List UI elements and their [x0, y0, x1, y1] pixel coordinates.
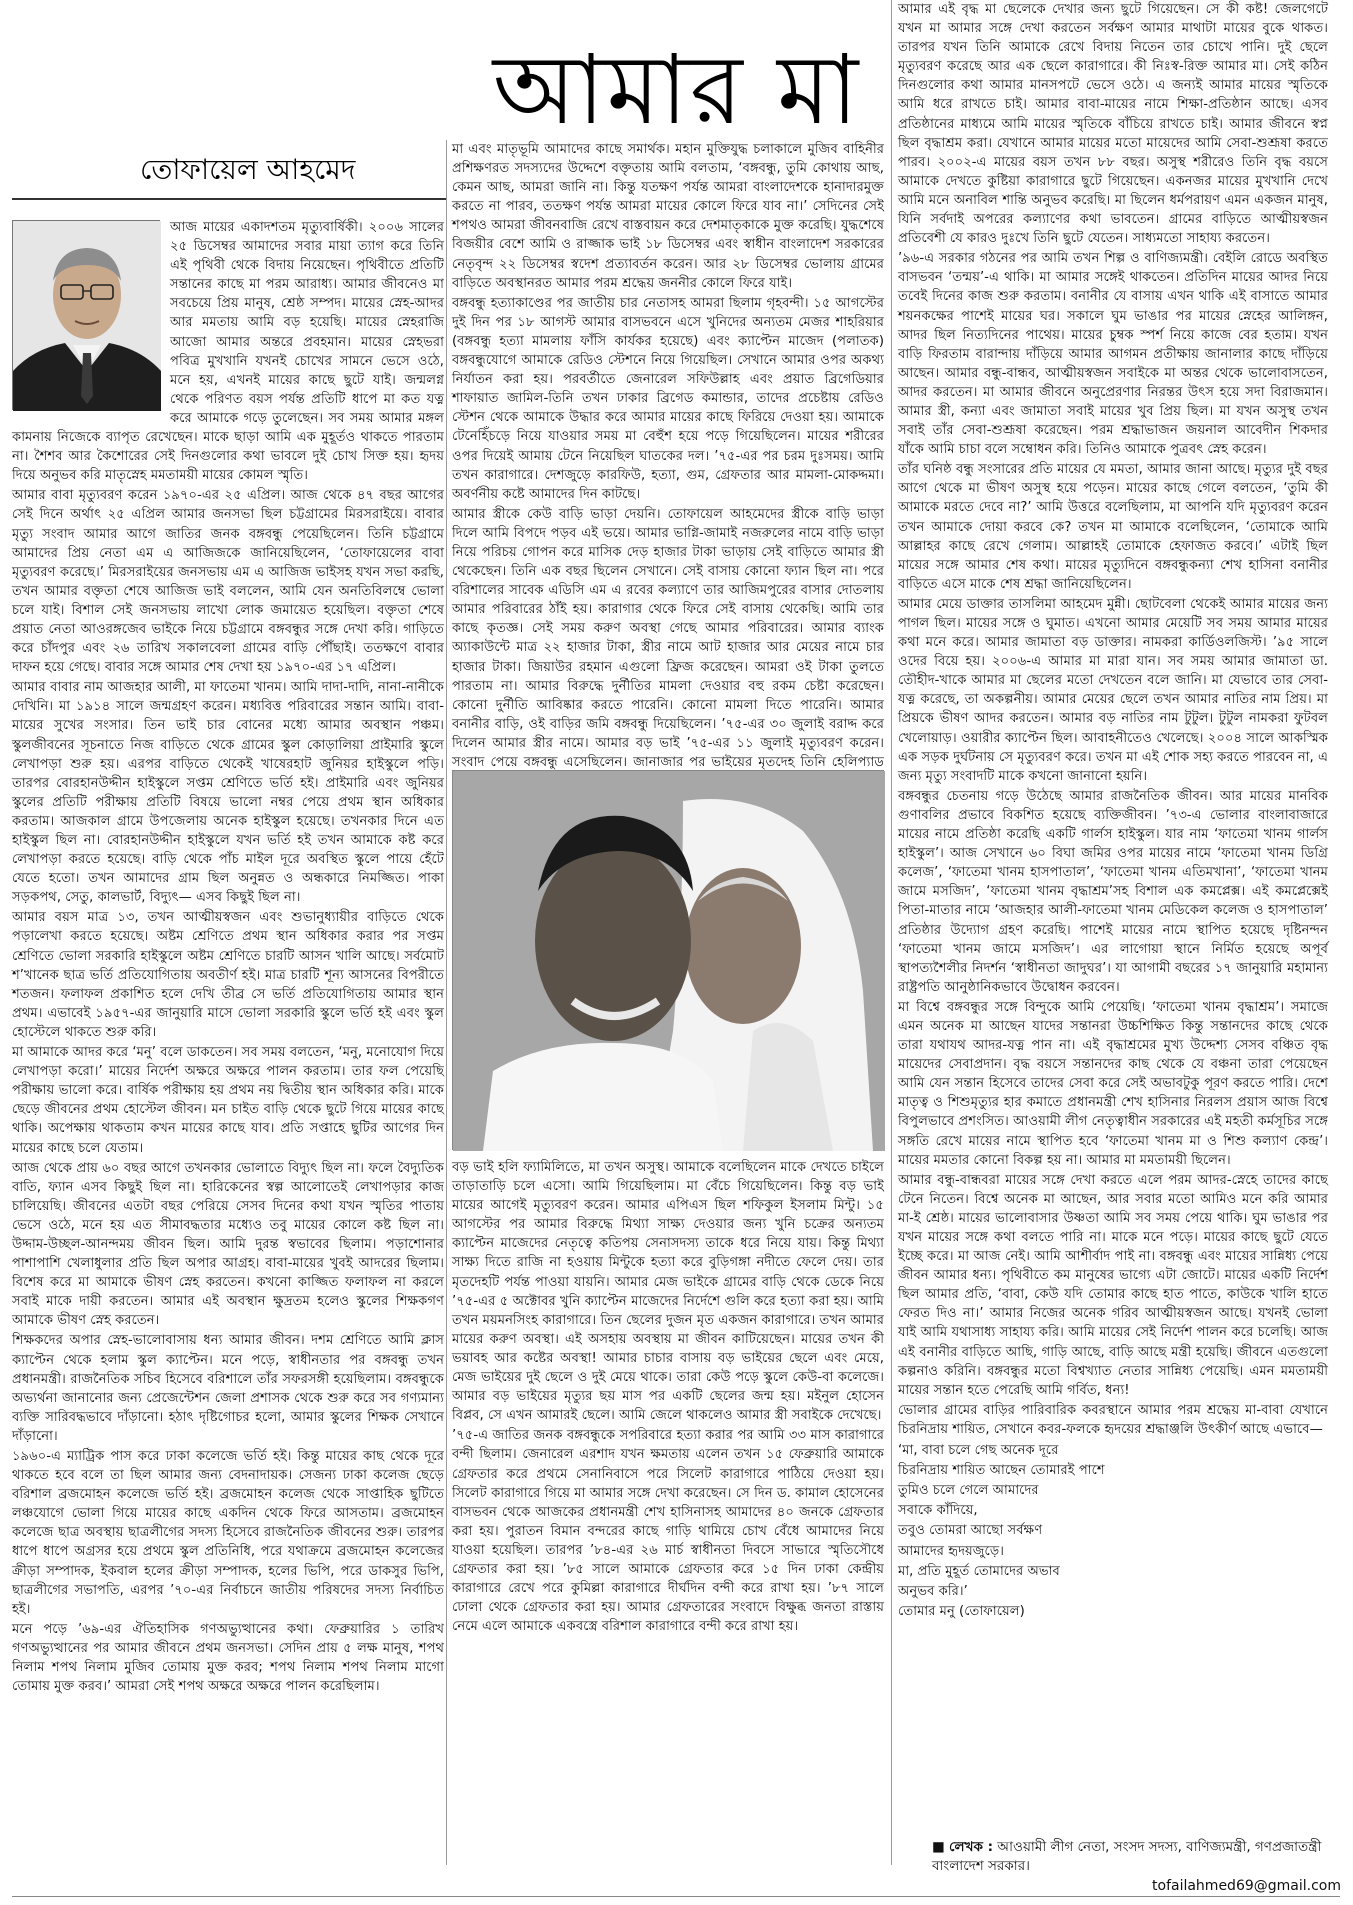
poem-line: আমাদের হৃদয়জুড়ে।: [898, 1543, 1004, 1559]
column-three: [898, 0, 1328, 1831]
author-note-label: লেখক :: [949, 1839, 993, 1855]
article-paragraph: ভোলার গ্রামের বাড়ির পারিবারিক কবরস্থানে আমার পরম শ্রদ্ধেয় মা-বাবা যেখানে চিরনিদ্রায় শায়িত, সেখানে কবর-ফলকে হৃদয়ের শ্রদ্ধাঞ্জলি উৎকীর্ণ আছে এভাবে—: [898, 1402, 1328, 1437]
poem-line: সবাকে কাঁদিয়ে,: [898, 1503, 978, 1519]
poem-line: তবুও তোমরা আছো সর্বক্ষণ: [898, 1523, 1043, 1539]
column-one-body: [12, 218, 444, 1696]
article-paragraph: বঙ্গবন্ধু হত্যাকাণ্ডের পর জাতীয় চার নেতাসহ আমরা ছিলাম গৃহবন্দী। ১৫ আগস্টের দুই দিন পর ১৮ আগস্ট আমার বাসভবনে এসে খুনিদের অন্যতম মেজর শাহরিয়ার (বঙ্গবন্ধু হত্যা মামলায় ফাঁসি কার্যকর হয়েছে) এবং ক্যাপ্টেন মাজেদ (পলাতক) বঙ্গবন্ধুযোগে আমাকে রেডিও স্টেশনে নিয়ে গিয়েছিল। সেখানে আমার ওপর অকথ্য নির্যাতন করা হয়। পরবর্তীতে জেনারেল সফিউল্লাহ এবং প্রয়াত ব্রিগেডিয়ার শাফায়াত জামিল-তিনি তখন ঢাকার ব্রিগেড কমান্ডার, তাদের প্রচেষ্টায় রেডিও স্টেশন থেকে আমাকে উদ্ধার করে আমার মায়ের কাছে ফিরিয়ে দেওয়া হয়। আমাকে টেনেহিঁচড়ে নিয়ে যাওয়ার সময় মা বেহুঁশ হয়ে পড়ে গিয়েছিলেন। মায়ের শরীরের ওপর দিয়েই আমায় টেনে নিয়েছিল ঘাতকের দল। ’৭৫-এর পর চরম দুঃসময়। আমি তখন কারাগারে। দেশজুড়ে কারফিউ, হত্যা, গুম, গ্রেফতার আর মামলা-মোকদ্দমা। অবর্ণনীয় কষ্টে আমাদের দিন কাটছে।: [452, 295, 884, 502]
poem-line: চিরনিদ্রায় শায়িত আছেন তোমারই পাশে: [898, 1463, 1105, 1479]
article-paragraph: মা আমাকে আদর করে ‘মনু’ বলে ডাকতেন। সব সময় বলতেন, ‘মনু, মনোযোগ দিয়ে লেখাপড়া করো।’ মায়ের নির্দেশ অক্ষরে অক্ষরে পালন করতাম। তার ফল পেয়েছি পরীক্ষায় ভালো করে। বার্ষিক পরীক্ষায় হয় প্রথম নয় দ্বিতীয় স্থান অধিকার করি। মাকে ছেড়ে জীবনের প্রথম হোস্টেল জীবন। মন চাইত বাড়ি থেকে ছুটে গিয়ে মায়ের কাছে থাকি। অপেক্ষায় থাকতাম কখন মায়ের কাছে যাব। প্রতি সপ্তাহে ছুটির আগের দিন মায়ের কাছে চলে যেতাম।: [12, 1045, 444, 1156]
byline: তোফায়েল আহমেদ: [140, 153, 356, 186]
article-paragraph: মা এবং মাতৃভূমি আমাদের কাছে সমার্থক। মহান মুক্তিযুদ্ধ চলাকালে মুজিব বাহিনীর প্রশিক্ষণরত সদস্যদের উদ্দেশে বক্তৃতায় আমি বলতাম, ‘বঙ্গবন্ধু, তুমি কোথায় আছ, কেমন আছ, আমরা জানি না। কিন্তু যতক্ষণ পর্যন্ত আমরা বাংলাদেশকে হানাদারমুক্ত করতে না পারব, ততক্ষণ পর্যন্ত আমরা মায়ের কোলে ফিরে যাব না।’ সেদিনের সেই শপথও আমরা জীবনবাজি রেখে বাস্তবায়ন করে দেশমাতৃকাকে মুক্ত করেছি। যুদ্ধশেষে বিজয়ীর বেশে আমি ও রাজ্জাক ভাই ১৮ ডিসেম্বর এবং স্বাধীন বাংলাদেশ সরকারের নেতৃবৃন্দ ২২ ডিসেম্বর স্বদেশ প্রত্যাবর্তন করেন। আর ২৮ ডিসেম্বর ভোলায় গ্রামের বাড়িতে অবস্থানরত আমার পরম শ্রদ্ধেয় জননীর কোলে ফিরে যাই।: [452, 142, 884, 291]
article-paragraph: ’৯৬-এ সরকার গঠনের পর আমি তখন শিল্প ও বাণিজ্যমন্ত্রী। বেইলি রোডে অবস্থিত বাসভবন ‘তন্ময়’-এ থাকি। মা আমার সঙ্গেই থাকতেন। প্রতিদিন মায়ের আদর নিয়ে তবেই দিনের কাজ শুরু করতাম। বনানীর যে বাসায় এখন থাকি এই বাসাতে আমার শয়নকক্ষের পাশেই মায়ের ঘর। সকালে ঘুম ভাঙার পর মায়ের স্নেহের আলিঙ্গন, আদর ছিল নিত্যদিনের পাথেয়। মায়ের চুম্বক স্পর্শ নিয়ে কাজে বের হতাম। যখন বাড়ি ফিরতাম বারান্দায় দাঁড়িয়ে আমার আগমন প্রতীক্ষায় জানালার কাছে দাঁড়িয়ে আছেন। আমার বন্ধু-বান্ধব, আত্মীয়স্বজন সবাইকে মা অন্তর থেকে ভালোবাসতেন, আদর করতেন। মা আমার জীবনে অনুপ্রেরণার নিরন্তর উৎস হয়ে সদা বিরাজমান। আমার স্ত্রী, কন্যা এবং জামাতা সবাই মায়ের খুব প্রিয় ছিল। মা যখন অসুস্থ তখন সবাই তাঁর সেবা-শুশ্রূষা করেছেন। পরম শ্রদ্ধাভাজন জয়নাল আবেদীন শিকদার যাঁকে আমি চাচা বলে সম্বোধন করি। তিনিও আমাকে পুত্রবৎ স্নেহ করেন।: [898, 251, 1328, 458]
closing-poem: [898, 1441, 1328, 1621]
author-portrait: [12, 220, 160, 410]
article-paragraph: শিক্ষকদের অপার স্নেহ-ভালোবাসায় ধন্য আমার জীবন। দশম শ্রেণিতে আমি ক্লাস ক্যাপ্টেন থেকে হলাম স্কুল ক্যাপ্টেন। মনে পড়ে, স্বাধীনতার পর বঙ্গবন্ধু তখন প্রধানমন্ত্রী। রাজনৈতিক সচিব হিসেবে বরিশালে তাঁর সফরসঙ্গী হয়েছিলাম। বঙ্গবন্ধুকে অভ্যর্থনা জানানোর জন্য প্রেজেন্টেশন জেলা প্রশাসক থেকে শুরু করে সব গণ্যমান্য ব্যক্তি সারিবদ্ধভাবে দাঁড়ানো। হঠাৎ দৃষ্টিগোচর হলো, আমার স্কুলের শিক্ষক সেখানে দাঁড়ানো।: [12, 1333, 444, 1444]
article-paragraph: মনে পড়ে ’৬৯-এর ঐতিহাসিক গণঅভ্যুত্থানের কথা। ফেব্রুয়ারির ১ তারিখ গণঅভ্যুত্থানের পর আমার জীবনে প্রথম জনসভা। সেদিন প্রায় ৫ লক্ষ মানুষ, শপথ নিলাম শপথ নিলাম মুজিব তোমায় মুক্ত করব; শপথ নিলাম শপথ নিলাম মাগো তোমায় মুক্ত করব।’ আমরা সেই শপথ অক্ষরে অক্ষরে পালন করেছিলাম।: [12, 1621, 444, 1695]
article-paragraph: আজ থেকে প্রায় ৬০ বছর আগে তখনকার ভোলাতে বিদ্যুৎ ছিল না। ফলে বৈদ্যুতিক বাতি, ফ্যান এসব কিছুই ছিল না। হারিকেনের স্বল্প আলোতেই লেখাপড়ার কাজ চালিয়েছি। জীবনের এতটা বছর পেরিয়ে সেসব দিনের কথা যখন স্মৃতির পাতায় ভেসে ওঠে, মনে হয় এত সীমাবদ্ধতার মধ্যেও তবু মায়ের কোলে কষ্ট ছিল না। উদ্দাম-উচ্ছল-আনন্দময় জীবন ছিল। আমি দুরন্ত স্বভাবের ছিলাম। পড়াশোনার পাশাপাশি খেলাধুলার প্রতি ছিল অপার আগ্রহ। বাবা-মায়ের খুবই আদরের ছিলাম। বিশেষ করে মা আমাকে ভীষণ স্নেহ করতেন। কখনো কাজ্জিত ফলাফল না করলে সবাই মাকে দায়ী করতেন। আমার এই অবস্থান ক্ষুদ্রতম হলেও স্কুলের শিক্ষকগণ আমাকে ভীষণ স্নেহ করতেন।: [12, 1160, 444, 1329]
author-note-bullet: ■: [932, 1839, 950, 1855]
article-paragraph: আমার বয়স মাত্র ১৩, তখন আত্মীয়স্বজন এবং শুভানুধ্যায়ীর বাড়িতে থেকে পড়ালেখা করতে হয়েছে। অষ্টম শ্রেণিতে প্রথম স্থান অধিকার করার পর সপ্তম শ্রেণিতে ভোলা সরকারি হাইস্কুলে অষ্টম শ্রেণিতে চারটি আসন খালি আছে। সর্বমোট শ’খানেক ছাত্র ভর্তি প্রতিযোগিতায় অবতীর্ণ হই। মাত্র চারটি শূন্য আসনের বিপরীতে শতজন। ফলাফল প্রকাশিত হলে দেখি তীব্র সে ভর্তি প্রতিযোগিতায় আমার স্থান প্রথম। এভাবেই ১৯৫৭-এর জানুয়ারি মাসে ভোলা সরকারি স্কুলে ভর্তি হই এবং স্কুল হোস্টেলে থাকতে শুরু করি।: [12, 910, 444, 1040]
column-divider: [891, 0, 892, 1865]
article-paragraph: আমার বাবার নাম আজহার আলী, মা ফাতেমা খানম। আমি দাদা-দাদি, নানা-নানীকে দেখিনি। মা ১৯১৪ সালে জন্মগ্রহণ করেন। মধ্যবিত্ত পরিবারের সন্তান আমি। বাবা-মায়ের সুখের সংসার। তিন ভাই চার বোনের মধ্যে আমার অবস্থান পঞ্চম। স্কুলজীবনের সূচনাতে নিজ বাড়িতে থেকে গ্রামের স্কুল কোড়ালিয়া প্রাইমারি স্কুলে লেখাপড়া শুরু হয়। এরপর বাড়িতে থেকেই খাষেরহাট জুনিয়র হাইস্কুলে পড়ি। তারপর বোরহানউদ্দীন হাইস্কুলে সপ্তম শ্রেণিতে ভর্তি হই। প্রাইমারি এবং জুনিয়র স্কুলের প্রতিটি পরীক্ষায় প্রতিটি বিষয়ে ভালো নম্বর পেয়ে প্রথম স্থান অধিকার করতাম। আজকাল গ্রামে উপজেলায় অনেক হাইস্কুল হয়েছে। তখনকার দিনে এত হাইস্কুল ছিল না। বোরহানউদ্দীন হাইস্কুলে যখন ভর্তি হই তখন আমাকে কষ্ট করে লেখাপড়া করতে হয়েছে। বাড়ি থেকে পাঁচ মাইল দূরে অবস্থিত স্কুলে পায়ে হেঁটে যেতে হতো। তখন আমাদের গ্রাম ছিল অনুন্নত ও অন্ধকারে নিমজ্জিত। পাকা সড়কপথ, সেতু, কালভার্ট, বিদ্যুৎ— এসব কিছুই ছিল না।: [12, 680, 444, 906]
author-email: tofailahmed69@gmail.com: [1152, 1878, 1341, 1894]
article-paragraph: আমার এই বৃদ্ধ মা ছেলেকে দেখার জন্য ছুটে গিয়েছেন। সে কী কষ্ট! জেলগেটে যখন মা আমার সঙ্গে দেখা করতেন সর্বক্ষণ আমার মাথাটা মায়ের বুকে থাকত। তারপর যখন তিনি আমাকে রেখে বিদায় নিতেন তার চোখে পানি। দুই ছেলে মৃত্যুবরণ করেছে আর এক ছেলে কারাগারে। কী নিঃস্ব-রিক্ত আমার মা। সেই কঠিন দিনগুলোর কথা আমার মানসপটে ভেসে ওঠে। এ জন্যই আমার মায়ের স্মৃতিকে আমি ধরে রাখতে চাই। আমার বাবা-মায়ের নামে শিক্ষা-প্রতিষ্ঠান আছে। এসব প্রতিষ্ঠানের মাধ্যমে আমি মায়ের স্মৃতিকে বাঁচিয়ে রাখতে চাই। আমার জীবনে স্বপ্ন ছিল বৃদ্ধাশ্রম করা। যেখানে আমার মায়ের মতো মায়েদের আমি সেবা-শুশ্রূষা করতে পারব। ২০০২-এ মায়ের বয়স তখন ৮৮ বছর। অসুস্থ শরীরেও তিনি বৃদ্ধ বয়সে আমাকে দেখতে কুষ্টিয়া কারাগারে ছুটে গিয়েছেন। একনজর মায়ের মুখখানি দেখে আমি মনে অনাবিল শান্তি অনুভব করেছি। মা ছিলেন ধর্মপরায়ণ এমন একজন মানুষ, যিনি সর্বদাই অপরের কল্যাণের কথা ভাবতেন। গ্রামের বাড়িতে আত্মীয়স্বজন প্রতিবেশী যে কারও দুঃখে তিনি ছুটে যেতেন। সাধ্যমতো সাহায্য করতেন।: [898, 2, 1328, 247]
column-three-body: [898, 0, 1328, 1439]
author-note-text: আওয়ামী লীগ নেতা, সংসদ সদস্য, বাণিজ্যমন্ত্রী, গণপ্রজাতন্ত্রী বাংলাদেশ সরকার।: [932, 1839, 1322, 1874]
article-paragraph: আজ মায়ের একাদশতম মৃত্যুবার্ষিকী। ২০০৬ সালের ২৫ ডিসেম্বর আমাদের সবার মায়া ত্যাগ করে তিনি এই পৃথিবী থেকে বিদায় নিয়েছেন। পৃথিবীতে প্রতিটি সন্তানের কাছে মা পরম আরাধ্য। আমার জীবনেও মা সবচেয়ে প্রিয় মানুষ, শ্রেষ্ঠ সম্পদ। মায়ের স্নেহ-আদর আর মমতায় আমি বড় হয়েছি। মায়ের স্নেহরাজি আজো আমার অন্তরে প্রবহমান। মায়ের স্নেহভরা পবিত্র মুখখানি যখনই চোখের সামনে ভেসে ওঠে, মনে হয়, এখনই মায়ের কাছে ছুটে যাই। জন্মলগ্ন থেকে পরিণত বয়স পর্যন্ত প্রতিটি ধাপে মা কত যত্ন করে আমাকে গড়ে তুলেছেন। সব সময় আমার মঙ্গল কামনায় নিজেকে ব্যাপৃত রেখেছেন। মাকে ছাড়া আমি এক মুহূর্তও থাকতে পারতাম না। শৈশব আর কৈশোরের সেই দিনগুলোর কথা ভাবলে দুই চোখ সিক্ত হয়। হৃদয় দিয়ে অনুভব করি মাতৃস্নেহ মমতাময়ী মায়ের কোমল স্মৃতি।: [12, 220, 444, 484]
byline-rule: [12, 198, 447, 200]
article-paragraph: বঙ্গবন্ধুর চেতনায় গড়ে উঠেছে আমার রাজনৈতিক জীবন। আর মায়ের মানবিক গুণাবলির প্রভাবে বিকশিত হয়েছে ব্যক্তিজীবন। ’৭৩-এ ভোলার বাংলাবাজারে মায়ের নামে প্রতিষ্ঠা করেছি একটি গার্লস হাইস্কুল। যার নাম ‘ফাতেমা খানম গার্লস হাইস্কুল’। আজ সেখানে ৬০ বিঘা জমির ওপর মায়ের নামে ‘ফাতেমা খানম ডিগ্রি কলেজ’, ‘ফাতেমা খানম হাসপাতাল’, ‘ফাতেমা খানম এতিমখানা’, ‘ফাতেমা খানম জামে মসজিদ’, ‘ফাতেমা খানম বৃদ্ধাশ্রম’সহ বিশাল এক কমপ্লেক্স। এই কমপ্লেক্সেই পিতা-মাতার নামে ‘আজহার আলী-ফাতেমা খানম মেডিকেল কলেজ ও হাসপাতাল’ প্রতিষ্ঠার উদ্যোগ গ্রহণ করেছি। পাশেই মায়ের নামে স্থাপিত হয়েছে দৃষ্টিনন্দন ‘ফাতেমা খানম জামে মসজিদ’। এর লাগোয়া স্থানে নির্মিত হয়েছে অপূর্ব স্থাপত্যশৈলীর নিদর্শন ‘স্বাধীনতা জাদুঘর’। যা আগামী বছরের ১৭ জানুয়ারি মহামান্য রাষ্ট্রপতি আনুষ্ঠানিকভাবে উদ্বোধন করবেন।: [898, 788, 1328, 995]
article-paragraph: আমার স্ত্রীকে কেউ বাড়ি ভাড়া দেয়নি। তোফায়েল আহমেদের স্ত্রীকে বাড়ি ভাড়া দিলে আমি বিপদে পড়ব এই ভয়ে। আমার ভাগ্নি-জামাই নজরুলের নামে বাড়ি ভাড়া নিয়ে পরিচয় গোপন করে মাসিক দেড় হাজার টাকা ভাড়ায় সেই বাড়িতে আমার স্ত্রী থেকেছেন। তিনি এক বছর ছিলেন সেখানে। সেই বাসায় কোনো ফ্যান ছিল না। পরে বরিশালের সাবেক এডিসি এম এ রবের কল্যাণে তার আজিমপুরের বাসার দোতলায় আমার পরিবারের ঠাঁই হয়। কারাগার থেকে ফিরে সেই বাসায় থেকেছি। আমি তার কাছে কৃতজ্ঞ। সেই সময় করুণ অবস্থা গেছে আমার পরিবারের। আমার ব্যাংক অ্যাকাউন্টে মাত্র ২২ হাজার টাকা, স্ত্রীর নামে আট হাজার আর মেয়ের নামে চার হাজার টাকা। জিয়াউর রহমান এগুলো ফ্রিজ করেছেন। আমরা ওই টাকা তুলতে পারতাম না। আমার বিরুদ্ধে দুর্নীতির মামলা দেওয়ার বহু রকম চেষ্টা করেছেন। কোনো দুর্নীতি আবিষ্কার করতে পারেনি। কোনো মামলা দিতে পারেনি। আমার বনানীর বাড়ি, ওই বাড়ির জমি বঙ্গবন্ধু দিয়েছিলেন। ’৭৫-এর ৩০ জুলাই বরাদ্দ করে দিলেন আমার স্ত্রীর নামে। আমার বড় ভাই ’৭৫-এর ১১ জুলাই মৃত্যুবরণ করেন। সংবাদ পেয়ে বঙ্গবন্ধু এসেছিলেন। জানাজার পর ভাইয়ের মৃতদেহ তিনি হেলিপ্যাড: [452, 506, 884, 770]
article-paragraph: ’৭৫-এ জাতির জনক বঙ্গবন্ধুকে সপরিবারে হত্যা করার পর আমি ৩৩ মাস কারাগারে বন্দী ছিলাম। জেনারেল এরশাদ যখন ক্ষমতায় এলেন তখন ১৫ ফেব্রুয়ারি আমাকে গ্রেফতার করে প্রথমে সেনানিবাসে পরে সিলেট কারাগারে পাঠিয়ে দেওয়া হয়। সিলেট কারাগারে গিয়ে মা আমার সঙ্গে দেখা করেছেন। সে দিন ড. কামাল হোসেনের বাসভবন থেকে আজকের প্রধানমন্ত্রী শেখ হাসিনাসহ আমাদের ৪০ জনকে গ্রেফতার করা হয়। পুরাতন বিমান বন্দরের কাছে গাড়ি থামিয়ে চোখ বেঁধে আমাদের নিয়ে যাওয়া হয়েছিল। তারপর ’৮৪-এর ২৬ মার্চ স্বাধীনতা দিবসে সাভারে স্মৃতিসৌধে গ্রেফতার করা হয়। ’৮৫ সালে আমাকে গ্রেফতার করে ১৫ দিন ঢাকা কেন্দ্রীয় কারাগারে রেখে পরে কুমিল্লা কারাগারে দীর্ঘদিন বন্দী করে রাখা হয়। ’৮৭ সালে ঢোলা থেকে গ্রেফতার করা হয়। আমার গ্রেফতারের সংবাদে বিক্ষুব্ধ জনতা রাস্তায় নেমে এলে আমাকে একবস্ত্রে বরিশাল কারাগারে বন্দী করে রাখা হয়।: [452, 1428, 884, 1635]
article-paragraph: আমার বন্ধু-বান্ধবরা মায়ের সঙ্গে দেখা করতে এলে পরম আদর-স্নেহে তাদের কাছে টেনে নিতেন। বিশ্বে অনেক মা আছেন, আর সবার মতো আমিও মনে করি আমার মা-ই শ্রেষ্ঠ। মায়ের ভালোবাসার উষ্ণতা আমি সব সময় পেয়ে থাকি। ঘুম ভাঙার পর যখন মায়ের সঙ্গে কথা বলতে পারি না। মাকে মনে পড়ে। মায়ের কাছে ছুটে যেতে ইচ্ছে করে। মা আজ নেই। আমি আশীর্বাদ পাই না। বঙ্গবন্ধু এবং মায়ের সান্নিধ্য পেয়ে জীবন আমার ধন্য। পৃথিবীতে কম মানুষের ভাগ্যে এটা জোটে। মায়ের একটি নির্দেশ ছিল আমার প্রতি, ‘বাবা, কেউ যদি তোমার কাছে হাত পাতে, কাউকে খালি হাতে ফেরত দিও না।’ আমার নিজের অনেক গরিব আত্মীয়স্বজন আছে। যখনই ভোলা যাই আমি যথাসাধ্য সাহায্য করি। আমি মায়ের সেই নির্দেশ পালন করে চলেছি। আজ এই বনানীর বাড়িতে আছি, গাড়ি আছে, বাড়ি আছে মন্ত্রী হয়েছি। জীবনে এতগুলো কল্পনাও করিনি। বঙ্গবন্ধুর মতো বিশ্বখ্যাত নেতার সান্নিধ্য পেয়েছি। এমন মমতাময়ী মায়ের সন্তান হতে পেরেছি আমি গর্বিত, ধন্য!: [898, 1172, 1328, 1398]
headline: আমার মা: [492, 34, 861, 146]
poem-line: মা, প্রতি মুহূর্ত তোমাদের অভাব: [898, 1563, 1060, 1579]
column-two-bottom-body: [452, 1158, 884, 1636]
poem-line: ‘মা, বাবা চলে গেছ অনেক দূরে: [898, 1443, 1059, 1459]
article-paragraph: আমার মেয়ে ডাক্তার তাসলিমা আহমেদ মুন্নী। ছোটবেলা থেকেই আমার মায়ের জন্য পাগল ছিল। মায়ের সঙ্গে ও ঘুমাত। এখনো আমার মেয়েটি সব সময় আমার মায়ের কথা মনে করে। আমার জামাতা বড় ডাক্তার। নামকরা কার্ডিওলজিস্ট। ’৯৫ সালে ওদের বিয়ে হয়। ২০০৬-এ আমার মা মারা যান। সব সময় আমার জামাতা ডা. তৌহীদ-খাকে আমার মা ছেলের মতো দেখতেন বলে জানি। মা যেভাবে তার সেবা-যত্ন করেছে, তা অকল্পনীয়। আমার মেয়ের ছেলে তখন আমার নাতির নাম প্রিয়। মা প্রিয়কে ভীষণ আদর করতেন। আমার বড় নাতির নাম টুটুল। টুটুল নামকরা ফুটবল খেলোয়াড়। ওয়ারীর ক্যাপ্টেন ছিল। আবাহনীতেও খেলেছে। ২০০৪ সালে আকস্মিক এক সড়ক দুর্ঘটনায় সে মৃত্যুবরণ করে। তখন মা এই শোক সহ্য করতে পারবেন না, এ জন্য মৃত্যু সংবাদটি মাকে কখনো জানানো হয়নি।: [898, 596, 1328, 784]
column-divider: [446, 140, 447, 1865]
mother-son-photo-image: [453, 771, 885, 1151]
bottom-rule: [12, 1896, 1340, 1897]
author-note: [932, 1838, 1340, 1876]
column-two-top-body: [452, 140, 884, 791]
article-paragraph: ১৯৬০-এ ম্যাট্রিক পাস করে ঢাকা কলেজে ভর্তি হই। কিন্তু মায়ের কাছ থেকে দূরে থাকতে হবে বলে তা ছিল আমার জন্য বেদনাদায়ক। সেজন্য ঢাকা কলেজ ছেড়ে বরিশাল ব্রজমোহন কলেজে ভর্তি হই। ব্রজমোহন কলেজ থেকে সাপ্তাহিক ছুটিতে লঞ্চযোগে ভোলা গিয়ে মায়ের কাছে একদিন থেকে ফিরে আসতাম। ব্রজমোহন কলেজে ছাত্র অবস্থায় ছাত্রলীগের সদস্য হিসেবে রাজনৈতিক জীবনের শুরু। তারপর ধাপে ধাপে অগ্রসর হয়ে প্রথমে স্কুল প্রতিনিধি, পরে যথাক্রমে ব্রজমোহন কলেজের ক্রীড়া সম্পাদক, ইকবাল হলের ক্রীড়া সম্পাদক, হলের ভিপি, পরে ডাকসুর ভিপি, ছাত্রলীগের সভাপতি, এরপর ’৭০-এর নির্বাচনে জাতীয় পরিষদের সদস্য নির্বাচিত হই।: [12, 1449, 444, 1617]
poem-line: তুমিও চলে গেলে আমাদের: [898, 1483, 1039, 1499]
article-paragraph: তাঁর ঘনিষ্ঠ বন্ধু সংসারের প্রতি মায়ের যে মমতা, আমার জানা আছে। মৃত্যুর দুই বছর আগে থেকে মা ভীষণ অসুস্থ হয়ে পড়েন। মায়ের কাছে গেলে বলতেন, ‘তুমি কী আমাকে মরতে দেবে না?’ আমি উত্তরে বলেছিলাম, মা আপনি যদি মৃত্যুবরণ করেন তখন আমাকে দোয়া করবে কে? তখন মা আমাকে বলেছিলেন, ‘তোমাকে আমি আল্লাহর কাছে রেখে গেলাম। আল্লাহই তোমাকে হেফাজত করবে।’ এটাই ছিল মায়ের সঙ্গে আমার শেষ কথা। মায়ের মৃত্যুদিনে বঙ্গবন্ধুকন্যা শেখ হাসিনা বনানীর বাড়িতে এসে মাকে শেষ শ্রদ্ধা জানিয়েছিলেন।: [898, 462, 1328, 592]
column-two-bottom: [452, 1158, 884, 1865]
article-paragraph: মা বিশ্বে বঙ্গবন্ধুর সঙ্গে বিন্দুকে আমি পেয়েছি। ‘ফাতেমা খানম বৃদ্ধাশ্রম’। সমাজে এমন অনেক মা আছেন যাদের সন্তানরা উচ্চশিক্ষিত কিন্তু সন্তানদের কাছে থেকে তারা যথাযথ আদর-যত্ন পান না। এই বৃদ্ধাশ্রমের মুখ্য উদ্দেশ্য সেসব বঞ্চিত বৃদ্ধ মায়েদের সেবাপ্রদান। বৃদ্ধ বয়সে সন্তানদের কাছ থেকে যে বঞ্চনা তারা পেয়েছেন আমি যেন সন্তান হিসেবে তাদের সেবা করে সেই অভাবটুকু পূরণ করতে পারি। দেশে মাতৃত্ব ও শিশুমৃত্যুর হার কমাতে প্রধানমন্ত্রী শেখ হাসিনার নিরলস প্রয়াস আজ বিশ্বে বিপুলভাবে প্রশংসিত। আওয়ামী লীগ নেতৃত্বাধীন সরকারের এই মহতী কর্মসূচির সঙ্গে সঙ্গতি রেখে মায়ের নামে স্থাপিত হবে ‘ফাতেমা খানম মা ও শিশু কল্যাণ কেন্দ্র’। মায়ের মমতার কোনো বিকল্প হয় না। আমার মা মমতাময়ী ছিলেন।: [898, 999, 1328, 1168]
poem-line: তোমার মনু (তোফায়েল): [898, 1603, 1025, 1619]
author-portrait-image: [13, 221, 161, 411]
poem-line: অনুভব করি।’: [898, 1583, 968, 1599]
column-two-top: [452, 140, 884, 770]
article-paragraph: আমার বাবা মৃত্যুবরণ করেন ১৯৭০-এর ২৫ এপ্রিল। আজ থেকে ৪৭ বছর আগের সেই দিনে অর্থাৎ ২৫ এপ্রিল আমার জনসভা ছিল চট্টগ্রামের মিরসরাইয়ে। বাবার মৃত্যু সংবাদ আমার আগে জাতির জনক বঙ্গবন্ধু পেয়েছিলেন। তিনি চট্টগ্রামে আমাদের প্রিয় নেতা এম এ আজিজকে জানিয়েছিলেন, ‘তোফায়েলের বাবা মৃত্যুবরণ করেছে।’ মিরসরাইয়ের জনসভায় এম এ আজিজ ভাইসহ যখন সভা করছি, তখন আমার বক্তৃতা শেষে আজিজ ভাই বললেন, আমি যেন অনতিবিলম্বে ভোলা চলে যাই। বিশাল সেই জনসভায় লাখো লোক জমায়েত হয়েছিল। বক্তৃতা শেষে প্রয়াত নেতা আওরঙ্গজেব ভাইকে নিয়ে চট্টগ্রামে বঙ্গবন্ধুর সঙ্গে দেখা করি। গাড়িতে করে চাঁদপুর এবং ২৬ তারিখ সকালবেলা গ্রামের বাড়ি পৌঁছাই। ততক্ষণে বাবার দাফন হয়ে গেছে। বাবার সঙ্গে আমার শেষ দেখা হয় ১৯৭০-এর ১৭ এপ্রিল।: [12, 488, 444, 676]
column-one: [12, 218, 444, 1865]
mother-son-photo: [452, 770, 884, 1150]
article-paragraph: বড় ভাই হলি ফ্যামিলিতে, মা তখন অসুস্থ। আমাকে বলেছিলেন মাকে দেখতে চাইলে তাড়াতাড়ি চলে এসো। আমি গিয়েছিলাম। মা বেঁচে গিয়েছিলেন। কিন্তু বড় ভাই মায়ের আগেই মৃত্যুবরণ করেন। আমার এপিএস ছিল শফিকুল ইসলাম মিন্টু। ১৫ আগস্টের পর আমার বিরুদ্ধে মিথ্যা সাক্ষ্য দেওয়ার জন্য খুনি চক্রের অন্যতম ক্যাপ্টেন মাজেদের নেতৃত্বে কতিপয় সেনাসদস্য তাকে ধরে নিয়ে যায়। কিন্তু মিথ্যা সাক্ষ্য দিতে রাজি না হওয়ায় মিন্টুকে হত্যা করে বুড়িগঙ্গা নদীতে ফেলে দেয়। তার মৃতদেহটি পর্যন্ত পাওয়া যায়নি। আমার মেজ ভাইকে গ্রামের বাড়ি থেকে ডেকে নিয়ে ’৭৫-এর ৫ অক্টোবর খুনি ক্যাপ্টেন মাজেদের নির্দেশে গুলি করে হত্যা করা হয়। আমি তখন ময়মনসিংহ কারাগারে। তিন ছেলের দুজন মৃত একজন কারাগারে। তখন আমার মায়ের করুণ অবস্থা। এই অসহায় অবস্থায় মা জীবন কাটিয়েছেন। মায়ের তখন কী ভয়াবহ আর কষ্টের অবস্থা! আমার চাচার বাসায় বড় ভাইয়ের ছেলে এবং মেয়ে, মেজ ভাইয়ের দুই ছেলে ও দুই মেয়ে থাকে। তারা কেউ পড়ে স্কুলে কেউ-বা কলেজে। আমার বড় ভাইয়ের মৃত্যুর ছয় মাস পর একটি ছেলের জন্ম হয়। মইনুল হোসেন বিপ্লব, সে এখন আমারই ছেলে। আমি জেলে থাকলেও আমার স্ত্রী সবাইকে দেখেছে।: [452, 1160, 884, 1424]
